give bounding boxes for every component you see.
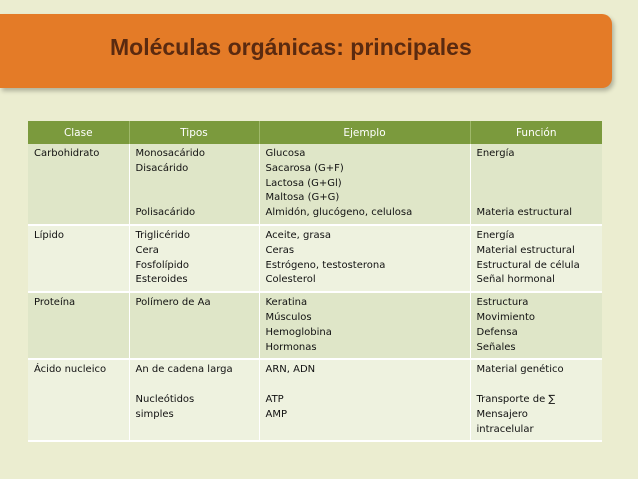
cell-line: Hormonas <box>265 341 317 353</box>
cell-line: ATP <box>265 393 284 405</box>
table-row <box>28 225 602 292</box>
cell-clase <box>28 359 129 441</box>
cell-funcion <box>470 359 602 441</box>
cell-line: Glucosa <box>265 148 306 159</box>
cell-line: Colesterol <box>265 274 316 286</box>
cell-line: simples <box>135 408 174 420</box>
cell-line: Material genético <box>476 364 564 376</box>
cell-line: Fosfolípido <box>135 259 190 271</box>
cell-line: Keratina <box>265 297 308 309</box>
title-banner <box>0 14 612 88</box>
cell-line: Cera <box>135 244 159 256</box>
cell-line <box>136 177 254 192</box>
cell-line: Almidón, glucógeno, celulosa <box>265 207 413 219</box>
cell-line: Ácido nucleico <box>34 364 107 376</box>
cell-line: Señal hormonal <box>476 274 555 286</box>
header-clase: Clase <box>28 121 129 144</box>
cell-line: Carbohidrato <box>34 148 100 159</box>
header-ejemplo: Ejemplo <box>259 121 470 144</box>
slide-title: Moléculas orgánicas: principales <box>110 34 472 60</box>
cell-line: Nucleótidos <box>135 393 195 405</box>
cell-clase <box>28 225 129 292</box>
cell-line: Polímero de Aa <box>135 297 211 309</box>
cell-line: Estrógeno, testosterona <box>265 259 386 271</box>
cell-funcion <box>470 144 602 225</box>
header-funcion: Función <box>470 121 602 144</box>
cell-line: Aceite, grasa <box>265 229 331 241</box>
cell-line: Disacárido <box>135 162 189 174</box>
table-row <box>28 359 602 441</box>
cell-clase <box>28 292 129 359</box>
cell-line: Energía <box>476 148 515 159</box>
cell-line: An de cadena larga <box>135 364 233 376</box>
cell-tipos <box>129 292 259 359</box>
cell-line: Señales <box>476 341 516 353</box>
cell-tipos <box>129 359 259 441</box>
cell-line <box>136 378 254 393</box>
cell-line: Maltosa (G+G) <box>265 192 340 204</box>
cell-ejemplo <box>259 144 470 225</box>
cell-line <box>477 162 598 177</box>
cell-line: Lípido <box>34 229 64 241</box>
cell-line: Mensajero <box>476 408 528 420</box>
cell-line: Movimiento <box>476 311 535 323</box>
cell-line: Sacarosa (G+F) <box>265 162 344 174</box>
cell-line: Esteroides <box>135 274 188 286</box>
cell-line: Proteína <box>34 297 76 309</box>
table-row <box>28 292 602 359</box>
cell-line <box>266 378 465 393</box>
cell-ejemplo <box>259 359 470 441</box>
cell-line: Energía <box>476 229 515 241</box>
cell-line: Transporte de ∑ <box>476 393 556 405</box>
cell-line <box>477 177 598 192</box>
table-header-row <box>28 121 602 144</box>
molecules-table-container <box>28 121 602 442</box>
cell-line <box>477 378 598 393</box>
cell-funcion <box>470 292 602 359</box>
header-tipos: Tipos <box>129 121 259 144</box>
cell-line: AMP <box>265 408 287 420</box>
cell-line <box>136 191 254 206</box>
cell-funcion <box>470 225 602 292</box>
cell-line: Lactosa (G+Gl) <box>265 177 342 189</box>
cell-line: Músculos <box>265 311 312 323</box>
molecules-table <box>28 121 602 442</box>
cell-line: Estructural de célula <box>476 259 580 271</box>
cell-ejemplo <box>259 225 470 292</box>
cell-line: Triglicérido <box>135 229 190 241</box>
cell-line <box>477 191 598 206</box>
table-body <box>28 144 602 441</box>
cell-line: Defensa <box>476 326 518 338</box>
cell-line: Hemoglobina <box>265 326 332 338</box>
cell-tipos <box>129 144 259 225</box>
cell-line: ARN, ADN <box>265 364 316 376</box>
table-row <box>28 144 602 225</box>
cell-tipos <box>129 225 259 292</box>
cell-line: intracelular <box>476 423 534 435</box>
cell-line: Polisacárido <box>135 207 196 219</box>
cell-line: Monosacárido <box>135 148 206 159</box>
cell-ejemplo <box>259 292 470 359</box>
cell-line: Estructura <box>476 297 529 309</box>
cell-line: Ceras <box>265 244 295 256</box>
cell-clase <box>28 144 129 225</box>
cell-line: Materia estructural <box>476 207 573 219</box>
cell-line: Material estructural <box>476 244 575 256</box>
